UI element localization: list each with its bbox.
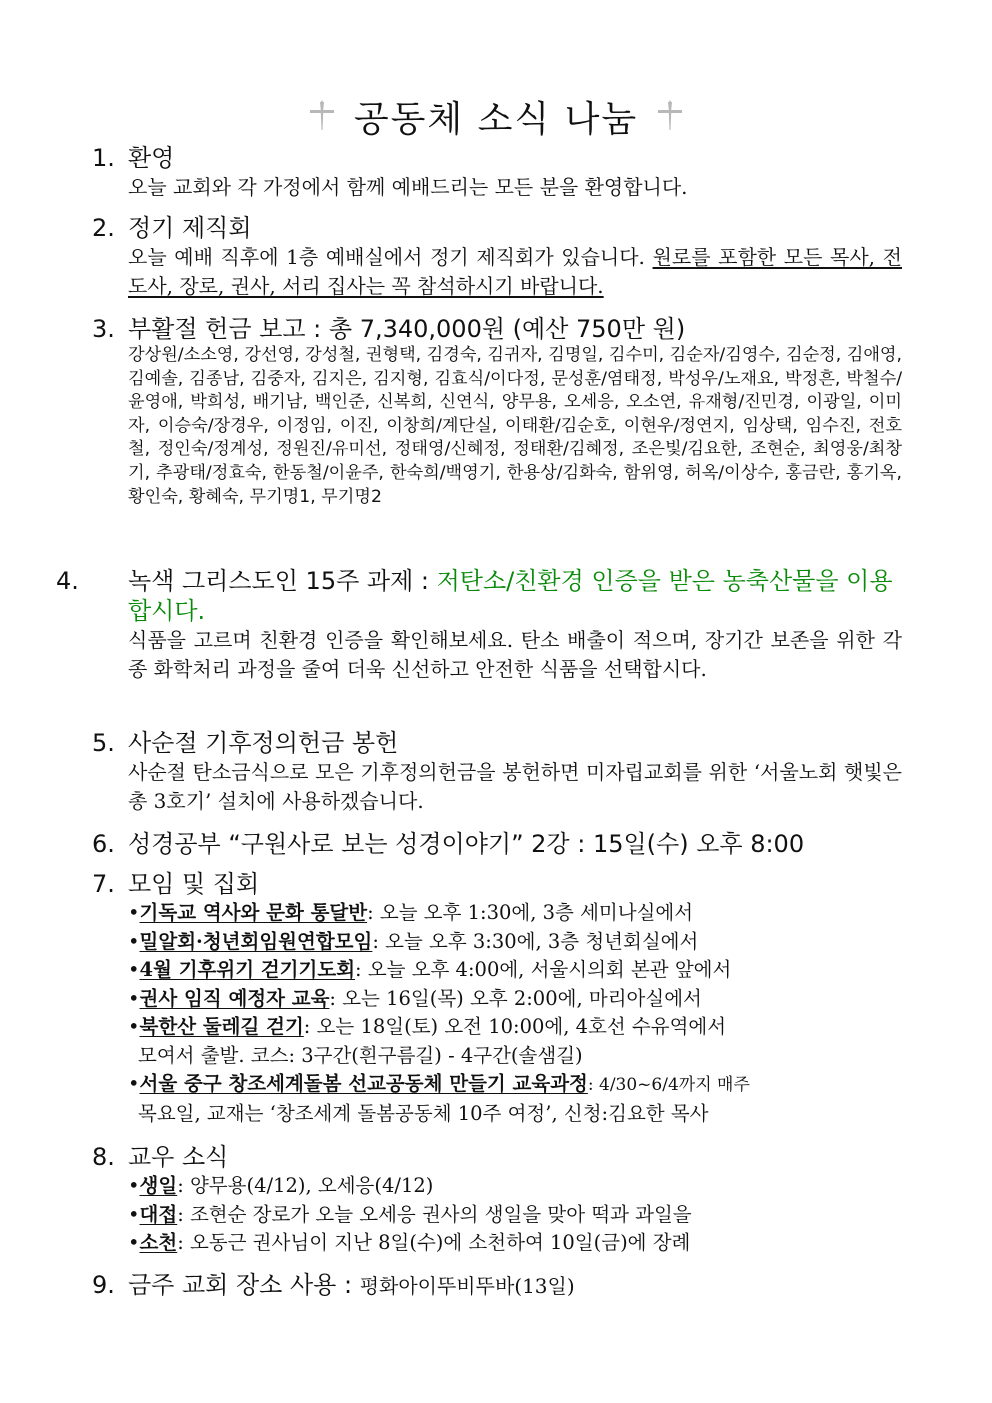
cross-icon [656,100,684,132]
section-heading: 1. 환영 [92,144,175,172]
underlined-notice: 원로를 포함한 모든 목사, 전도사, 장로, 권사, 서리 집사는 꼭 참석하시기 바랍니다. [128,245,902,298]
section-heading: 8. 교우 소식 [92,1143,229,1171]
section-facility-use [92,1270,902,1301]
section-member-news [92,1142,902,1258]
section-text: 오늘 교회와 각 가정에서 함께 예배드리는 모든 분을 환영합니다. [128,175,688,199]
green-task: 저탄소/친환경 인증을 받은 농축산물을 이용합시다. [128,567,893,625]
cross-icon [308,100,336,132]
section-text: 식품을 고르며 친환경 인증을 확인해보세요. 탄소 배출이 적으며, 장기간 보존을 위한 각종 화학처리 과정을 줄여 더욱 신선하고 안전한 식품을 선택합시다. [128,628,902,681]
section-heading: 7. 모임 및 집회 [92,870,260,898]
meeting-item: •밀알회·청년회임원연합모임: 오늘 오후 3:30에, 3층 청년회실에서 [128,929,699,953]
section-green-christian [56,566,902,684]
meeting-item-continuation: 모여서 출발. 코스: 3구간(흰구름길) - 4구간(솔샘길) [138,1043,583,1067]
title-row [0,86,992,146]
section-easter-offering [92,314,902,509]
section-heading: 3. 부활절 헌금 보고 : 총 7,340,000원 (예산 750만 원) [92,315,686,343]
meeting-item: •기독교 역사와 문화 통달반: 오늘 오후 1:30에, 3층 세미나실에서 [128,901,694,924]
section-heading: 5. 사순절 기후정의헌금 봉헌 [92,729,399,757]
donor-names: 강상원/소소영, 강선영, 강성철, 권형택, 김경숙, 김귀자, 김명일, 김수미, 김순자/김영수, 김순정, 김애영, 김예솔, 김종남, 김중자, 김지은, 김지형, 김효식/이다정, 문성훈/염태정, 박성우/노재요, 박정흔, 박철수/윤영애, 박희성, 배기남, 백인준, 신복희, 신연식, 양무용, 오세응, 오소연, 유재형/진민경, 이광일, 이미자, 이승숙/장경우, 이정임, 이진, 이창희/계단실, 이태환/김순호, 이현우/정연지, 임상택, 임수진, 전호철, 정인숙/정계성, 정원진/유미선, 정태영/신혜정, 정태환/김혜정, 조은빛/김요한, 조현순, 최영웅/최창기, 추광태/정효숙, 한동철/이윤주, 한숙희/백영기, 한용상/김화숙, 함위영, 허옥/이상수, 홍금란, 홍기옥, 황인숙, 황혜숙, 무기명1, 무기명2 [128,345,902,507]
meeting-item: •서울 중구 창조세계돌봄 선교공동체 만들기 교육과정: 4/30~6/4까지 매주 [128,1072,750,1095]
meeting-item: •북한산 둘레길 걷기: 오는 18일(토) 오전 10:00에, 4호선 수유역에서 [128,1015,727,1038]
section-text: 오늘 예배 직후에 1층 예배실에서 정기 제직회가 있습니다. 원로를 포함한 모든 목사, 전도사, 장로, 권사, 서리 집사는 꼭 참석하시기 바랍니다. [128,245,902,298]
section-welcome [92,143,902,202]
page-title: 공동체 소식 나눔 [353,98,639,140]
section-lent-offering [92,728,902,816]
news-item: •대접: 조현순 장로가 오늘 오세응 권사의 생일을 맞아 떡과 과일을 [128,1202,692,1226]
section-meetings [92,869,902,1128]
facility-use-text: 평화아이뚜비뚜바(13일) [359,1274,575,1298]
section-heading: 9. 금주 교회 장소 사용 : 평화아이뚜비뚜바(13일) [92,1271,575,1299]
section-heading: 6. 성경공부 “구원사로 보는 성경이야기” 2강 : 15일(수) 오후 8:00 [92,830,805,858]
section-council [92,213,902,301]
meeting-item-continuation: 목요일, 교재는 ‘창조세계 돌봄공동체 10주 여정’, 신청:김요한 목사 [138,1101,709,1125]
news-item: •소천: 오동근 권사님이 지난 8일(수)에 소천하여 10일(금)에 장례 [128,1231,691,1254]
section-text: 사순절 탄소금식으로 모은 기후정의헌금을 봉헌하면 미자립교회를 위한 ‘서울노회 햇빛은총 3호기’ 설치에 사용하겠습니다. [128,760,902,813]
section-heading: 2. 정기 제직회 [92,214,252,242]
news-item: •생일: 양무용(4/12), 오세응(4/12) [128,1174,434,1197]
section-heading: 4. 녹색 그리스도인 15주 과제 : 저탄소/친환경 인증을 받은 농축산물을 이용합시다. [56,567,893,625]
meeting-item: •권사 임직 예정자 교육: 오는 16일(목) 오후 2:00에, 마리아실에서 [128,986,702,1010]
section-bible-study [92,829,902,859]
meeting-item: •4월 기후위기 걷기기도회: 오늘 오후 4:00에, 서울시의회 본관 앞에서 [128,958,732,981]
